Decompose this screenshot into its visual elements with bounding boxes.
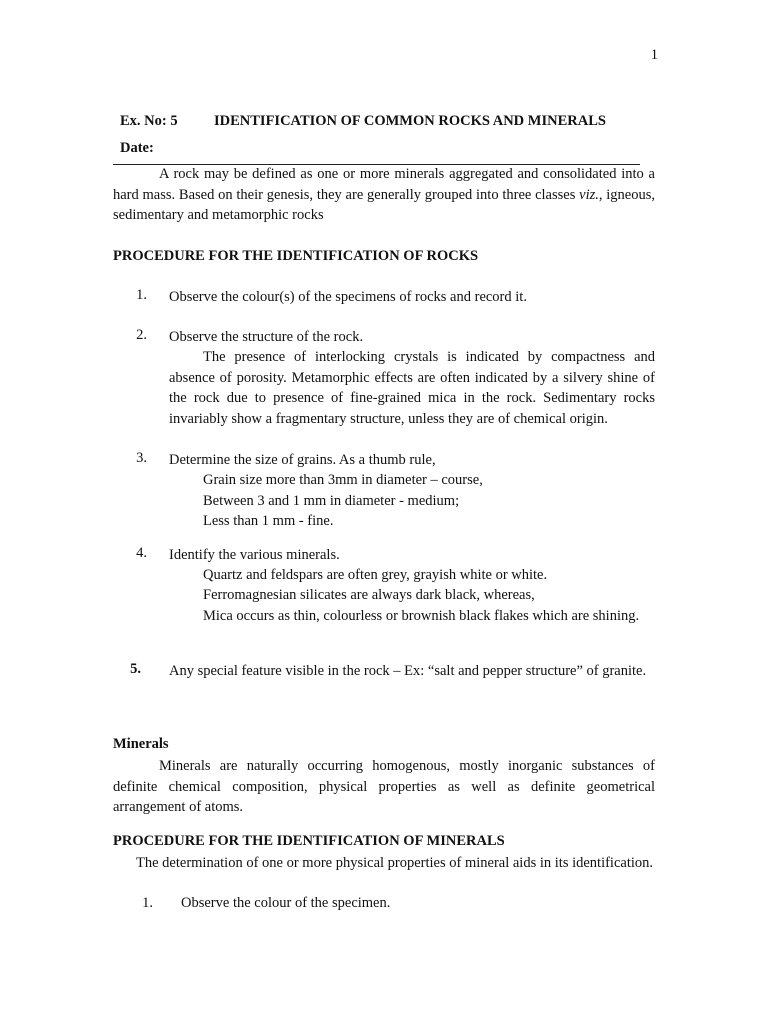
intro-paragraph [113, 164, 655, 226]
mica-line: Mica occurs as thin, colourless or brownish black flakes which are shining. [203, 608, 640, 624]
mineral-step-number: 1. [142, 895, 153, 911]
date-label: Date: [120, 140, 154, 156]
rock-step-number: 5. [130, 661, 141, 677]
intro-text-end: , igneous, sedimentary and metamorphic rocks [113, 186, 656, 223]
rock-step-text: Observe the colour(s) of the specimens of rocks and record it. [169, 289, 527, 305]
mineral-line: Ferromagnesian silicates are always dark black, whereas, [203, 587, 535, 603]
rock-step-text: Determine the size of grains. As a thumb rule, [169, 452, 436, 468]
minerals-procedure-paragraph: The determination of one or more physical properties of mineral aids in its identification. [136, 855, 654, 871]
intro-viz: viz. [579, 186, 599, 203]
exercise-number: Ex. No: 5 [120, 113, 178, 129]
grain-size-line: Between 3 and 1 mm in diameter - medium; [203, 493, 460, 509]
rock-step-number: 1. [136, 287, 147, 303]
minerals-heading: Minerals [113, 736, 169, 752]
rock-step-text: Observe the structure of the rock. [169, 329, 364, 345]
page-number: 1 [650, 47, 658, 63]
rocks-procedure-heading: PROCEDURE FOR THE IDENTIFICATION OF ROCKS [113, 248, 479, 264]
minerals-procedure-heading: PROCEDURE FOR THE IDENTIFICATION OF MINERALS [113, 833, 505, 849]
minerals-paragraph: Minerals are naturally occurring homogenous, mostly inorganic substances of definite chemical composition, physical properties as well as definite geometrical arrangement of atoms. [113, 758, 655, 815]
mineral-step-text: Observe the colour of the specimen. [181, 895, 391, 911]
rock-step-text: Identify the various minerals. [169, 547, 340, 563]
rock-step-text: Any special feature visible in the rock – Ex: “salt and pepper structure” of granite. [169, 663, 647, 679]
intro-text-start: A rock may be defined as one or more minerals aggregated and consolidated into a hard mass. Based on their genesis, they are generally grouped into three classes [113, 166, 655, 203]
rock-step-number: 4. [136, 545, 147, 561]
grain-size-line: Less than 1 mm - fine. [203, 513, 334, 529]
document-title: IDENTIFICATION OF COMMON ROCKS AND MINERALS [214, 113, 606, 129]
rock-step-detail: The presence of interlocking crystals is indicated by compactness and absence of porosity. Metamorphic effects are often indicated by a silvery shine of the rock due to presence of fine-grained mica in the rock. Sedimentary rocks invariably show a fragmentary structure, unless they are of chemical origin. [169, 349, 655, 427]
rock-step-number: 3. [136, 450, 147, 466]
rock-step-number: 2. [136, 327, 147, 343]
mineral-line: Quartz and feldspars are often grey, grayish white or white. [203, 567, 548, 583]
grain-size-line: Grain size more than 3mm in diameter – course, [203, 472, 483, 488]
